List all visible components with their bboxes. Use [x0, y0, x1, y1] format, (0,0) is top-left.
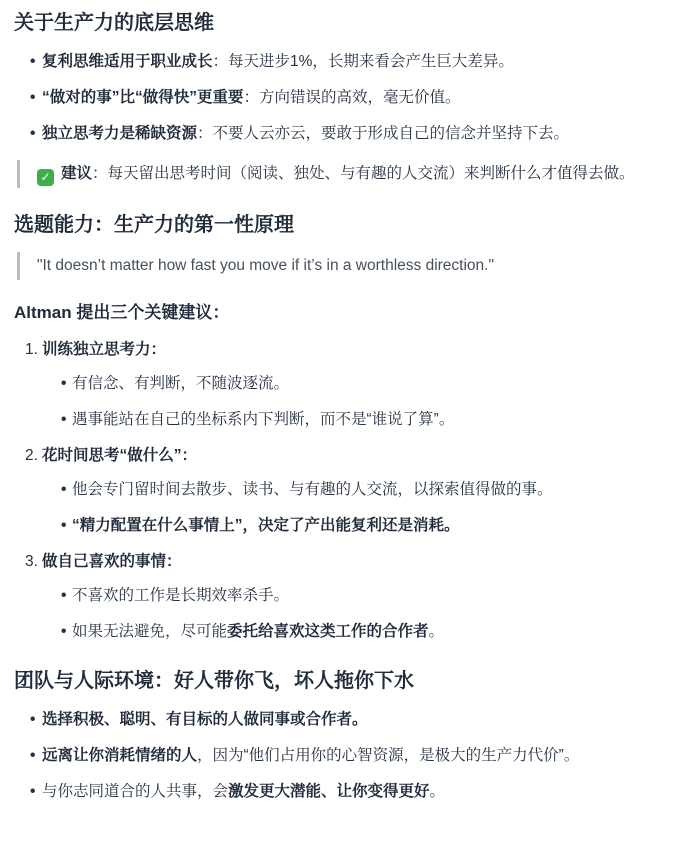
list-item: [30, 50, 675, 74]
callout-label: 建议: [61, 165, 93, 182]
list-number: 2.: [25, 447, 38, 464]
bullet-icon: •: [30, 747, 36, 764]
list-item: [42, 620, 675, 644]
document: [14, 10, 675, 804]
text-bold: 委托给喜欢这类工作的合作者: [227, 623, 429, 640]
text-pre: 不喜欢的工作是长期效率杀手。: [72, 587, 290, 604]
list-item-text: [72, 620, 675, 644]
list-item-text: [42, 50, 675, 74]
list-item: [42, 372, 675, 396]
numbered-item-title: [42, 338, 675, 362]
list-item-text: [72, 478, 675, 502]
numbered-item-body: [42, 444, 675, 538]
list-item: [42, 408, 675, 432]
text-pre: 与你志同道合的人共事，会: [42, 783, 229, 800]
bullet-icon: •: [61, 375, 67, 392]
list-item-text: [72, 514, 675, 538]
bullet-icon: •: [61, 517, 67, 534]
list-item-text: [42, 780, 675, 804]
text-bold: 独立思考力是稀缺资源: [42, 125, 198, 142]
text-bold: “做对的事”比“做得快”更重要: [42, 89, 244, 106]
quote-text: "It doesn’t matter how fast you move if it’s in a worthless direction.": [37, 257, 494, 274]
numbered-item: [25, 338, 675, 432]
list-item: [30, 744, 675, 768]
list-item: [30, 122, 675, 146]
sub-bullet-list: [42, 372, 675, 432]
section-heading-team-environment: 团队与人际环境：好人带你飞，坏人拖你下水: [14, 670, 414, 692]
text-bold: 远离让你消耗情绪的人: [42, 747, 198, 764]
list-item-text: [42, 744, 675, 768]
english-quote: [17, 252, 675, 280]
list-item: [30, 708, 675, 732]
list-number: 1.: [25, 341, 38, 358]
bullet-icon: •: [30, 53, 36, 70]
text-bold: “精力配置在什么事情上”，决定了产出能复利还是消耗。: [72, 517, 460, 534]
list-item: [30, 86, 675, 110]
text-bold: 复利思维适用于职业成长: [42, 53, 213, 70]
check-icon: ✓: [37, 169, 54, 186]
list-item-text: [72, 584, 675, 608]
text-bold: 选择积极、聪明、有目标的人做同事或合作者。: [42, 711, 368, 728]
list-item: [30, 780, 675, 804]
text-pre: 如果无法避免，尽可能: [72, 623, 228, 640]
list-item-text: [72, 408, 675, 432]
text-post: ：不要人云亦云，要敢于形成自己的信念并坚持下去。: [197, 125, 570, 142]
subheading-altman-advice: Altman 提出三个关键建议：: [14, 303, 230, 322]
numbered-item-body: [42, 550, 675, 644]
bullet-icon: •: [61, 587, 67, 604]
text-post: 。: [428, 623, 445, 640]
numbered-item-title: [42, 550, 675, 574]
numbered-item: [25, 444, 675, 538]
list-item: [42, 478, 675, 502]
text-post: ：每天进步1%，长期来看会产生巨大差异。: [212, 53, 514, 70]
list-item-text: [42, 122, 675, 146]
text-pre: 有信念、有判断，不随波逐流。: [72, 375, 290, 392]
text-bold: 做自己喜欢的事情：: [42, 553, 182, 570]
sub-bullet-list: [42, 584, 675, 644]
list-item-text: [42, 86, 675, 110]
text-pre: 遇事能站在自己的坐标系内下判断，而不是“谁说了算”。: [72, 411, 455, 428]
text-pre: 他会专门留时间去散步、读书、与有趣的人交流，以探索值得做的事。: [72, 481, 553, 498]
bullet-icon: •: [61, 623, 67, 640]
numbered-list-advice: [25, 338, 675, 644]
text-post: 。: [429, 783, 446, 800]
text-bold: 激发更大潜能、让你变得更好: [228, 783, 430, 800]
callout-text: ：每天留出思考时间（阅读、独处、与有趣的人交流）来判断什么才值得去做。: [92, 165, 635, 182]
bullet-icon: •: [30, 711, 36, 728]
list-item-text: [72, 372, 675, 396]
list-number: 3.: [25, 553, 38, 570]
list-item: [42, 584, 675, 608]
section-heading-productivity-basics: 关于生产力的底层思维: [14, 12, 214, 34]
bullet-icon: •: [61, 411, 67, 428]
text-post: ：方向错误的高效，毫无价值。: [243, 89, 461, 106]
list-item: [42, 514, 675, 538]
section-heading-topic-selection: 选题能力：生产力的第一性原理: [14, 214, 294, 236]
bullet-icon: •: [30, 125, 36, 142]
text-bold: 花时间思考“做什么”：: [42, 447, 198, 464]
bullet-icon: •: [30, 783, 36, 800]
numbered-item-body: [42, 338, 675, 432]
numbered-item-title: [42, 444, 675, 468]
text-bold: 训练独立思考力：: [42, 341, 167, 358]
numbered-item: [25, 550, 675, 644]
bullet-icon: •: [61, 481, 67, 498]
bullet-icon: •: [30, 89, 36, 106]
bullet-list-basics: [30, 50, 675, 146]
text-post: ，因为“他们占用你的心智资源，是极大的生产力代价”。: [197, 747, 580, 764]
advice-callout: [17, 160, 675, 188]
bullet-list-team: [30, 708, 675, 804]
list-item-text: [42, 708, 675, 732]
sub-bullet-list: [42, 478, 675, 538]
